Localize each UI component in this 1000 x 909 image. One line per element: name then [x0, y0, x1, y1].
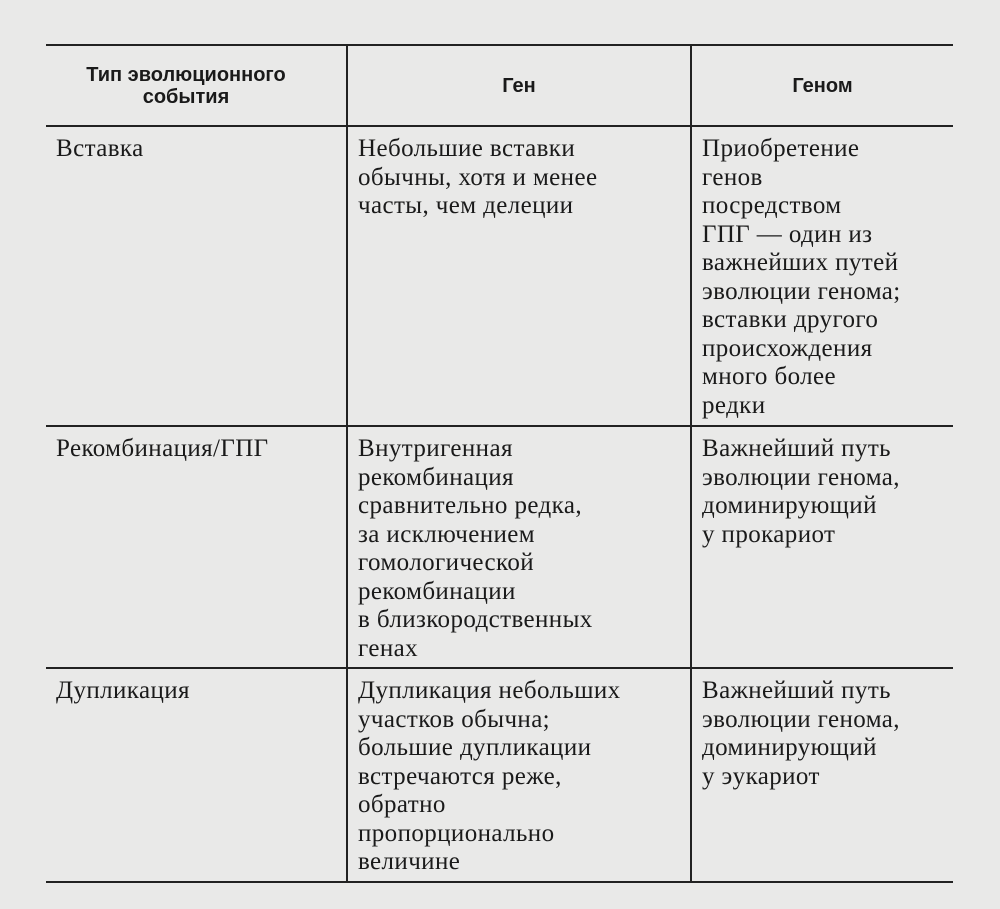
evolution-events-table	[46, 44, 953, 883]
header-genome: Геном	[691, 45, 953, 126]
table-row	[46, 126, 953, 426]
table-row	[46, 668, 953, 882]
cell-gene: Небольшие вставки обычны, хотя и менее часты, чем делеции	[347, 126, 691, 426]
header-gene: Ген	[347, 45, 691, 126]
cell-genome: Важнейший путь эволюции генома, доминирующий у прокариот	[691, 426, 953, 668]
header-row	[46, 45, 953, 126]
cell-event: Дупликация	[46, 668, 347, 882]
cell-event: Рекомбинация/ГПГ	[46, 426, 347, 668]
cell-gene: Внутригенная рекомбинация сравнительно редка, за исключением гомологической рекомбинации в близкородственных генах	[347, 426, 691, 668]
header-event-type: Тип эволюционного события	[46, 45, 347, 126]
cell-genome: Важнейший путь эволюции генома, доминирующий у эукариот	[691, 668, 953, 882]
cell-genome: Приобретение генов посредством ГПГ — один из важнейших путей эволюции генома; вставки другого происхождения много более редки	[691, 126, 953, 426]
cell-event: Вставка	[46, 126, 347, 426]
table-row	[46, 426, 953, 668]
cell-gene: Дупликация небольших участков обычна; большие дупликации встречаются реже, обратно пропорционально величине	[347, 668, 691, 882]
